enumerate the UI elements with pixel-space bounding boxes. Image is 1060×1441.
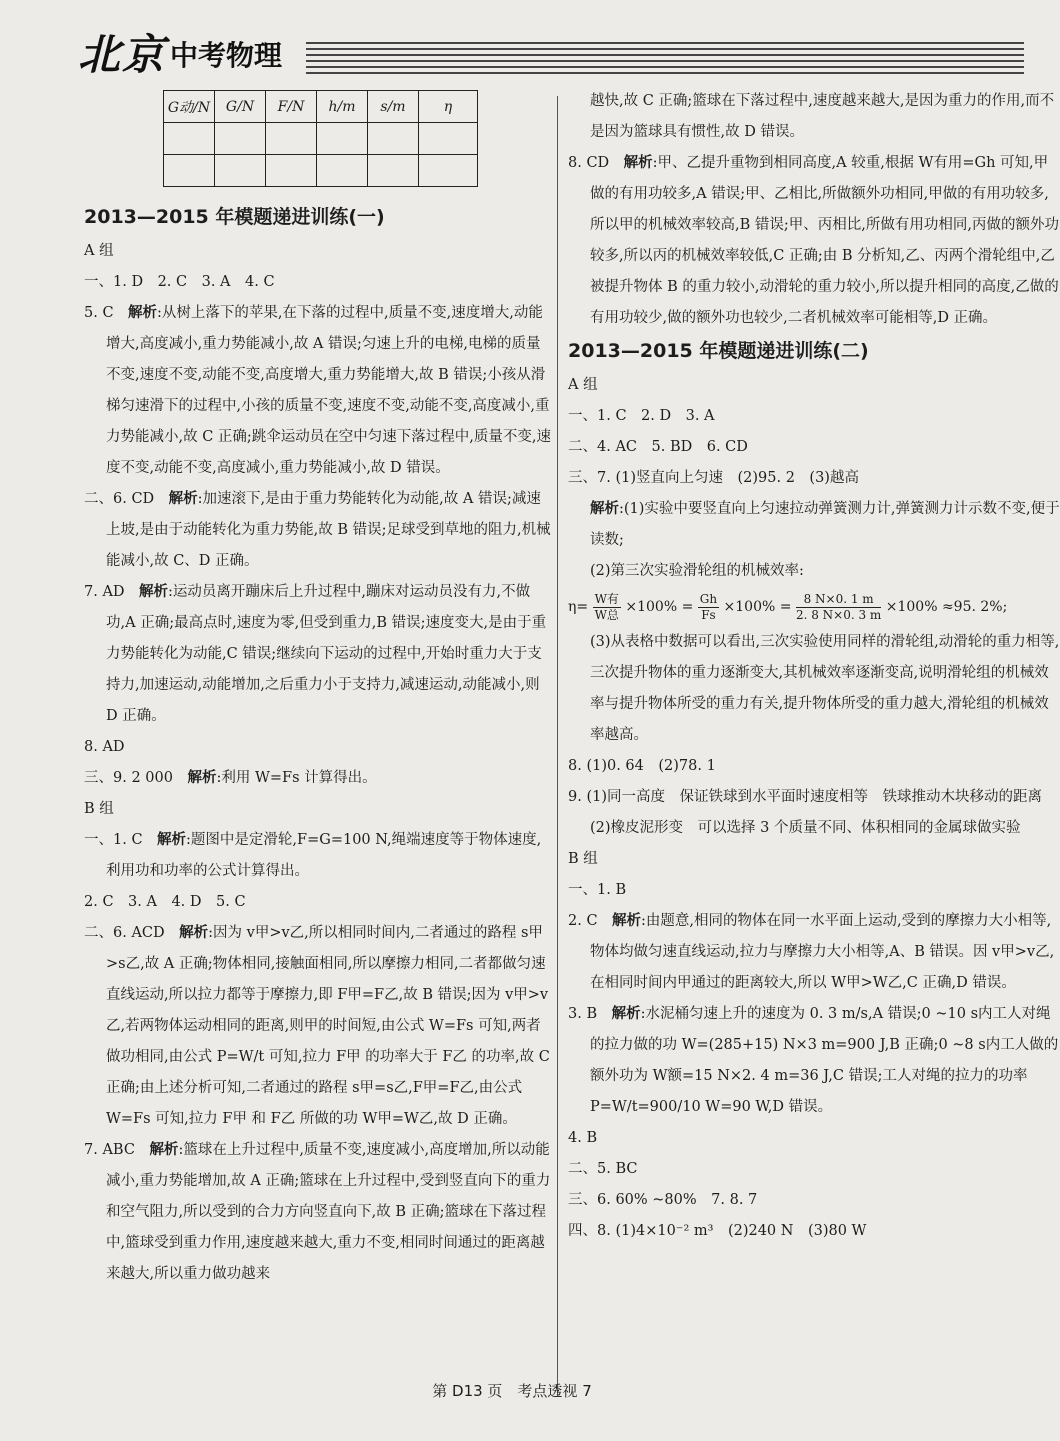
analysis-keyword: 解析	[187, 770, 217, 786]
analysis-text: :运动员离开蹦床后上升过程中,蹦床对运动员没有力,不做功,A 正确;最高点时,速度为零,但受到重力,B 错误;速度变大,是由于重力势能转化为动能,C 错误;继续向下运动的过程中,开始时重力大于支持力,加速运动,动能增加,之后重力小于支持力,减速运动,动能减小,则 D 正确。	[106, 584, 547, 724]
analysis-text: :水泥桶匀速上升的速度为 0. 3 m/s,A 错误;0 ~10 s内工人对绳的拉力做的功 W=(285+15) N×3 m=900 J,B 正确;0 ~8 s内工人做的额外功为 W额=15 N×2. 4 m=36 J,C 错误;工人对绳的拉力的功率 P=W/t=900/10 W=90 W,D 错误。	[590, 1006, 1059, 1115]
answer-number: 二、6. ACD	[84, 925, 180, 941]
table-cell	[215, 155, 266, 187]
answer-line: 三、6. 60% ~80% 7. 8. 7	[568, 1192, 758, 1208]
page-footer: 第 D13 页 考点透视 7	[432, 1382, 592, 1400]
table-cell	[215, 123, 266, 155]
analysis-text: :题图中是定滑轮,F=G=100 N,绳端速度等于物体速度,利用功和功率的公式计算得出。	[106, 832, 542, 879]
analysis-keyword: 解析	[168, 491, 198, 507]
answer-line: 一、1. B	[568, 882, 627, 898]
formula-eta: η=	[568, 599, 589, 615]
answer-number: 7. ABC	[84, 1142, 150, 1158]
answer-continuation: 越快,故 C 正确;篮球在下落过程中,速度越来越大,是因为重力的作用,而不是因为篮球具有惯性,故 D 错误。	[590, 93, 1055, 140]
group-label: B 组	[84, 801, 114, 817]
fraction	[698, 592, 719, 623]
answer-item	[568, 494, 1060, 556]
analysis-keyword: 解析	[149, 1142, 179, 1158]
group-label: A 组	[568, 377, 598, 393]
table-header-cell: h/m	[317, 91, 368, 123]
answer-line: 2. C 3. A 4. D 5. C	[84, 894, 246, 910]
analysis-text: :加速滚下,是由于重力势能转化为动能,故 A 错误;减速上坡,是由于动能转化为重力势能,故 B 错误;足球受到草地的阻力,机械能减小,故 C、D 正确。	[106, 491, 551, 569]
fraction	[796, 592, 881, 623]
table-header-cell: G动/N	[164, 91, 215, 123]
table-cell	[317, 123, 368, 155]
table-header-cell: s/m	[368, 91, 419, 123]
table-cell	[368, 155, 419, 187]
table-cell	[419, 123, 478, 155]
analysis-keyword: 解析	[612, 913, 642, 929]
experiment-table	[163, 90, 478, 187]
book-title: 中考物理	[170, 39, 283, 72]
table-header-row	[164, 91, 478, 123]
efficiency-formula	[568, 587, 1038, 627]
fraction-numerator: W有	[594, 591, 619, 606]
answer-item	[84, 1135, 554, 1290]
analysis-text: :利用 W=Fs 计算得出。	[216, 770, 377, 786]
header-decoration-lines	[306, 42, 1024, 78]
left-column	[84, 200, 554, 1290]
answer-line: (3)从表格中数据可以看出,三次实验使用同样的滑轮组,动滑轮的重力相等,三次提升物体的重力逐渐变大,其机械效率逐渐变高,说明滑轮组的机械效率与提升物体所受的重力有关,提升物体所受的重力越大,滑轮组的机械效率越高。	[590, 634, 1060, 743]
answer-number: 5. C	[84, 305, 129, 321]
answer-number: 3. B	[568, 1006, 612, 1022]
answer-item	[568, 999, 1060, 1123]
page-header	[78, 20, 1024, 80]
answer-item	[84, 825, 554, 887]
answer-line: 三、7. (1)竖直向上匀速 (2)95. 2 (3)越高	[568, 470, 859, 486]
answer-number: 二、6. CD	[84, 491, 169, 507]
fraction-denominator: 2. 8 N×0. 3 m	[795, 607, 882, 622]
answer-number: 8. CD	[568, 155, 624, 171]
analysis-keyword: 解析	[611, 1006, 641, 1022]
answer-line: 一、1. D 2. C 3. A 4. C	[84, 274, 275, 290]
table-cell	[368, 123, 419, 155]
answer-line: 4. B	[568, 1130, 598, 1146]
brand-logo: 北京	[78, 30, 167, 79]
table-row	[164, 155, 478, 187]
formula-text: ×100% ≈95. 2%;	[885, 599, 1008, 615]
answer-number: 7. AD	[84, 584, 140, 600]
analysis-keyword: 解析	[128, 305, 158, 321]
table-header-cell: η	[419, 91, 478, 123]
table-header-cell: G/N	[215, 91, 266, 123]
analysis-keyword: 解析	[179, 925, 209, 941]
analysis-text: :从树上落下的苹果,在下落的过程中,质量不变,速度增大,动能增大,高度减小,重力势能减小,故 A 错误;匀速上升的电梯,电梯的质量不变,速度不变,动能不变,高度增大,重力势能增大,故 B 错误;小孩从滑梯匀速滑下的过程中,小孩的质量不变,速度不变,动能不变,高度减小,重力势能减小,故 C 正确;跳伞运动员在空中匀速下落过程中,质量不变,速度不变,动能不变,高度减小,重力势能减小,故 D 错误。	[106, 305, 552, 476]
fraction	[593, 592, 621, 623]
table-cell	[266, 155, 317, 187]
section-title: 2013—2015 年模题递进训练(二)	[568, 340, 869, 362]
table-row	[164, 123, 478, 155]
group-label: B 组	[568, 851, 598, 867]
answer-line: 8. (1)0. 64 (2)78. 1	[568, 758, 716, 774]
analysis-text: :因为 v甲>v乙,所以相同时间内,二者通过的路程 s甲>s乙,故 A 正确;物体相同,接触面相同,所以摩擦力相同,二者都做匀速直线运动,所以拉力都等于摩擦力,即 F甲=F乙,故 B 错误;因为 v甲>v乙,若两物体运动相同的距离,则甲的时间短,由公式 W=Fs 可知,两者做功相同,由公式 P=W/t 可知,拉力 F甲 的功率大于 F乙 的功率,故 C 正确;由上述分析可知,二者通过的路程 s甲=s乙,F甲=F乙,由公式 W=Fs 可知,拉力 F甲 和 F乙 所做的功 W甲=W乙,故 D 正确。	[106, 925, 550, 1127]
answer-line: 一、1. C 2. D 3. A	[568, 408, 715, 424]
answer-item	[568, 148, 1060, 334]
group-label: A 组	[84, 243, 114, 259]
right-column	[568, 86, 1060, 1247]
analysis-keyword: 解析	[157, 832, 187, 848]
answer-item	[84, 298, 554, 484]
table-cell	[164, 155, 215, 187]
answer-line: 8. AD	[84, 739, 125, 755]
analysis-text: :(1)实验中要竖直向上匀速拉动弹簧测力计,弹簧测力计示数不变,便于读数;	[590, 501, 1060, 548]
table-cell	[317, 155, 368, 187]
answer-item	[84, 484, 554, 577]
answer-item	[84, 577, 554, 732]
analysis-text: :篮球在上升过程中,质量不变,速度减小,高度增加,所以动能减小,重力势能增加,故 A 正确;篮球在上升过程中,受到竖直向下的重力和空气阻力,所以受到的合力方向竖直向下,故 B 正确;篮球在下落过程中,篮球受到重力作用,速度越来越大,重力不变,相同时间通过的距离越来越大,所以重力做功越来	[106, 1142, 551, 1282]
answer-number: 三、9. 2 000	[84, 770, 188, 786]
analysis-keyword: 解析	[139, 584, 169, 600]
table-cell	[266, 123, 317, 155]
column-divider	[557, 96, 558, 1396]
answer-item	[84, 918, 554, 1135]
answer-item	[84, 763, 554, 794]
table-cell	[164, 123, 215, 155]
table-cell	[419, 155, 478, 187]
fraction-denominator: W总	[594, 607, 619, 622]
answer-line: 9. (1)同一高度 保证铁球到水平面时速度相等 铁球推动木块移动的距离 (2)橡皮泥形变 可以选择 3 个质量不同、体积相同的金属球做实验	[568, 789, 1057, 836]
fraction-numerator: 8 N×0. 1 m	[796, 592, 881, 608]
fraction-numerator: Gh	[699, 591, 718, 606]
answer-line: (2)第三次实验滑轮组的机械效率:	[590, 563, 804, 579]
formula-text: ×100% =	[625, 599, 694, 615]
analysis-text: :由题意,相同的物体在同一水平面上运动,受到的摩擦力大小相等,物体均做匀速直线运动,拉力与摩擦力大小相等,A、B 错误。因 v甲>v乙,在相同时间内甲通过的距离较大,所以 W甲>W乙,C 正确,D 错误。	[590, 913, 1055, 991]
formula-text: ×100% =	[723, 599, 792, 615]
answer-line: 四、8. (1)4×10⁻² m³ (2)240 N (3)80 W	[568, 1223, 867, 1239]
answer-item	[568, 906, 1060, 999]
analysis-text: :甲、乙提升重物到相同高度,A 较重,根据 W有用=Gh 可知,甲做的有用功较多,A 错误;甲、乙相比,所做额外功相同,甲做的有用功较多,所以甲的机械效率较高,B 错误;甲、丙相比,所做有用功相同,丙做的额外功较多,所以丙的机械效率较低,C 正确;由 B 分析知,乙、丙两个滑轮组中,乙被提升物体 B 的重力较小,动滑轮的重力较小,所以提升相同的高度,乙做的有用功较少,做的额外功也较少,二者机械效率可能相等,D 正确。	[590, 155, 1059, 326]
answer-line: 二、4. AC 5. BD 6. CD	[568, 439, 748, 455]
answer-line: 二、5. BC	[568, 1161, 638, 1177]
analysis-keyword: 解析	[590, 501, 619, 517]
table-header-cell: F/N	[266, 91, 317, 123]
analysis-keyword: 解析	[623, 155, 653, 171]
fraction-denominator: Fs	[701, 607, 716, 622]
section-title: 2013—2015 年模题递进训练(一)	[84, 206, 385, 228]
answer-number: 一、1. C	[84, 832, 158, 848]
answer-number: 2. C	[568, 913, 613, 929]
